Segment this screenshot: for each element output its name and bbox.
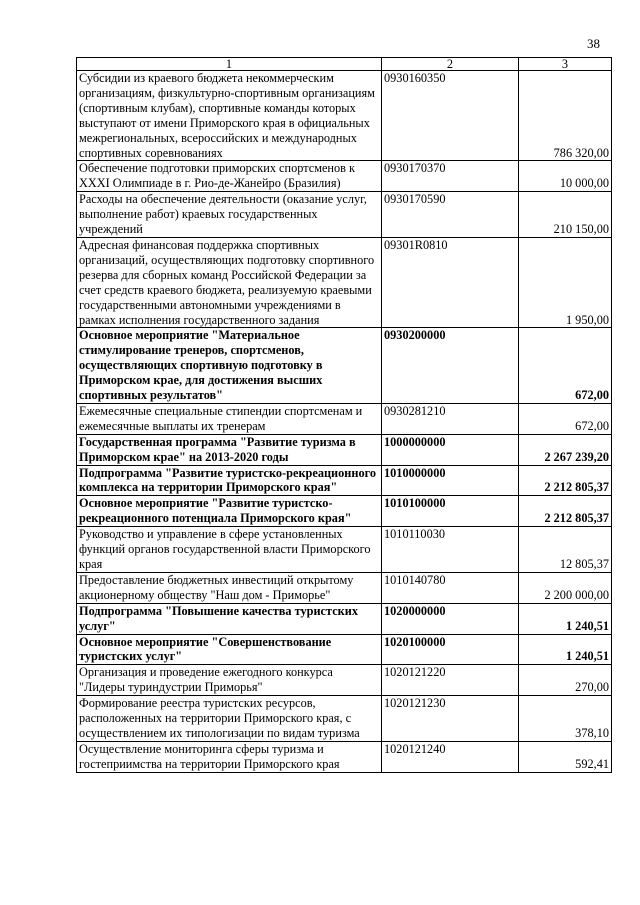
table-row [77,603,612,634]
row-name: Адресная финансовая поддержка спортивных организаций, осуществляющих подготовку спортивного резерва для сборных команд Российской Федерации за счет средств краевого бюджета, реализуемую краевыми государственными автономными учреждениями в рамках исполнения государственного задания [77,237,382,327]
row-code: 1020121230 [382,696,519,742]
row-name: Руководство и управление в сфере установленных функций органов государственной власти Приморского края [77,527,382,573]
row-amount: 2 267 239,20 [519,434,612,465]
table-row [77,192,612,238]
table-row [77,161,612,192]
table-row [77,634,612,665]
table-row [77,527,612,573]
row-amount: 672,00 [519,403,612,434]
row-name: Государственная программа "Развитие туризма в Приморском крае" на 2013-2020 годы [77,434,382,465]
row-amount: 10 000,00 [519,161,612,192]
table-row [77,434,612,465]
row-amount: 1 950,00 [519,237,612,327]
table-row [77,71,612,161]
row-code: 1010110030 [382,527,519,573]
row-amount: 1 240,51 [519,603,612,634]
row-code: 0930200000 [382,328,519,404]
row-name: Расходы на обеспечение деятельности (оказание услуг, выполнение работ) краевых государственных учреждений [77,192,382,238]
row-code: 1000000000 [382,434,519,465]
table-row [77,572,612,603]
table-body [77,71,612,773]
row-code: 0930170590 [382,192,519,238]
row-name: Субсидии из краевого бюджета некоммерческим организациям, физкультурно-спортивным организациям (спортивным клубам), спортивные команды которых выступают от имени Приморского края в официальных межрегиональных, всероссийских и международных спортивных соревнованиях [77,71,382,161]
header-col-1: 1 [77,58,382,71]
header-col-3: 3 [519,58,612,71]
row-code: 0930170370 [382,161,519,192]
row-code: 0930281210 [382,403,519,434]
table-row [77,741,612,772]
row-amount: 270,00 [519,665,612,696]
row-code: 1010140780 [382,572,519,603]
table-row [77,403,612,434]
row-name: Ежемесячные специальные стипендии спортсменам и ежемесячные выплаты их тренерам [77,403,382,434]
row-code: 1020100000 [382,634,519,665]
row-amount: 672,00 [519,328,612,404]
row-amount: 2 212 805,37 [519,496,612,527]
row-code: 1010000000 [382,465,519,496]
row-code: 1020121220 [382,665,519,696]
row-name: Осуществление мониторинга сферы туризма и гостеприимства на территории Приморского края [77,741,382,772]
row-code: 09301R0810 [382,237,519,327]
row-name: Формирование реестра туристских ресурсов, расположенных на территории Приморского края, с осуществлением их типологизации по видам туризма [77,696,382,742]
row-amount: 210 150,00 [519,192,612,238]
budget-table [76,57,612,773]
row-amount: 786 320,00 [519,71,612,161]
row-name: Обеспечение подготовки приморских спортсменов к XXXI Олимпиаде в г. Рио-де-Жанейро (Бразилия) [77,161,382,192]
row-name: Основное мероприятие "Развитие туристско-рекреационного потенциала Приморского края" [77,496,382,527]
row-name: Предоставление бюджетных инвестиций открытому акционерному обществу "Наш дом - Приморье" [77,572,382,603]
row-amount: 12 805,37 [519,527,612,573]
table-row [77,237,612,327]
page-number: 38 [587,36,600,51]
row-name: Подпрограмма "Развитие туристско-рекреационного комплекса на территории Приморского края" [77,465,382,496]
row-code: 0930160350 [382,71,519,161]
row-amount: 2 200 000,00 [519,572,612,603]
row-name: Основное мероприятие "Совершенствование туристских услуг" [77,634,382,665]
table-row [77,665,612,696]
row-amount: 592,41 [519,741,612,772]
table-row [77,496,612,527]
header-col-2: 2 [382,58,519,71]
table-row [77,328,612,404]
row-amount: 378,10 [519,696,612,742]
row-code: 1020000000 [382,603,519,634]
row-name: Организация и проведение ежегодного конкурса "Лидеры туриндустрии Приморья" [77,665,382,696]
row-amount: 1 240,51 [519,634,612,665]
row-code: 1010100000 [382,496,519,527]
row-amount: 2 212 805,37 [519,465,612,496]
table-row [77,465,612,496]
row-name: Подпрограмма "Повышение качества туристских услуг" [77,603,382,634]
row-name: Основное мероприятие "Материальное стимулирование тренеров, спортсменов, осуществляющих спортивную подготовку в Приморском крае, для достижения высших спортивных результатов" [77,328,382,404]
table-row [77,696,612,742]
header-row [77,58,612,71]
row-code: 1020121240 [382,741,519,772]
